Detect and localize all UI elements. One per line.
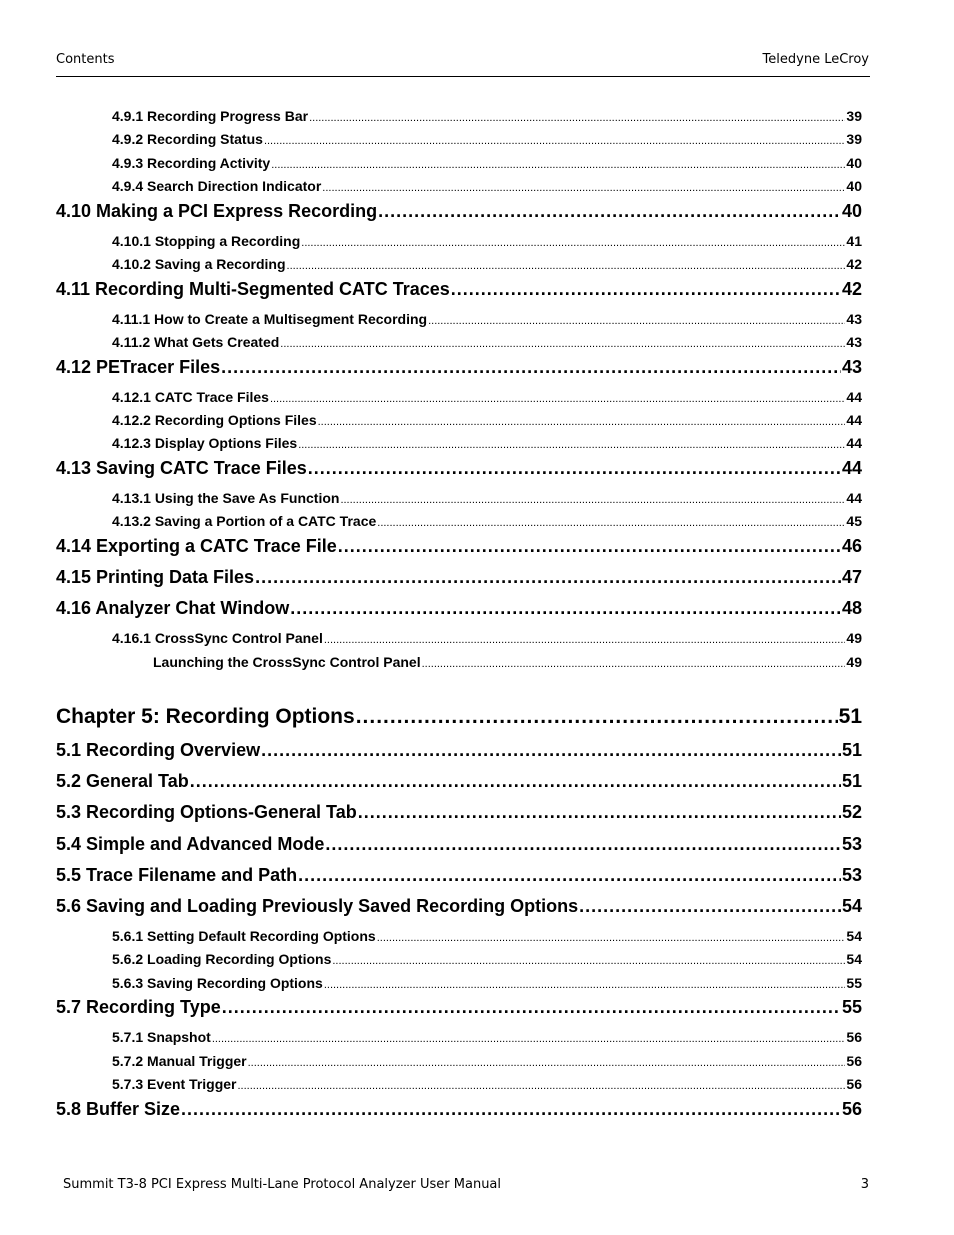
- toc-entry-page: 54: [846, 951, 862, 967]
- toc-entry-page: 56: [846, 1076, 862, 1092]
- toc-entry[interactable]: [153, 654, 862, 671]
- toc-leader: [280, 334, 845, 351]
- toc-entry-page: 55: [841, 997, 862, 1017]
- toc-leader: [322, 178, 845, 195]
- toc-entry[interactable]: [56, 458, 862, 479]
- toc-entry[interactable]: [56, 567, 862, 588]
- toc-entry[interactable]: [112, 435, 862, 452]
- toc-entry-title: 4.10 Making a PCI Express Recording: [56, 201, 378, 221]
- toc-leader: [255, 567, 841, 588]
- toc-entry-title: 4.13.2 Saving a Portion of a CATC Trace: [112, 513, 377, 529]
- toc-leader: [298, 435, 845, 452]
- toc-entry-page: 39: [846, 108, 862, 124]
- toc-entry-page: 43: [846, 334, 862, 350]
- toc-entry-title: 4.12 PETracer Files: [56, 357, 221, 377]
- running-header-company: Teledyne LeCroy: [762, 52, 869, 67]
- toc-leader: [212, 1029, 846, 1046]
- toc-leader: [301, 233, 845, 250]
- toc-leader: [271, 155, 845, 172]
- toc-entry[interactable]: [112, 975, 862, 992]
- toc-entry-title: 4.14 Exporting a CATC Trace File: [56, 536, 337, 556]
- toc-leader: [181, 1099, 841, 1120]
- toc-entry-page: 41: [846, 233, 862, 249]
- toc-leader: [422, 654, 846, 671]
- toc-leader: [377, 513, 845, 530]
- toc-leader: [324, 630, 846, 647]
- toc-entry-title: 4.16.1 CrossSync Control Panel: [112, 630, 323, 646]
- toc-entry[interactable]: [56, 865, 862, 886]
- toc-entry[interactable]: [56, 201, 862, 222]
- toc-entry[interactable]: [56, 896, 862, 917]
- toc-entry-title: Launching the CrossSync Control Panel: [153, 654, 421, 670]
- toc-leader: [324, 975, 846, 992]
- toc-entry-title: 5.4 Simple and Advanced Mode: [56, 834, 325, 854]
- toc-entry-page: 40: [846, 155, 862, 171]
- toc-entry-title: 4.9.3 Recording Activity: [112, 155, 271, 171]
- toc-entry-title: 4.12.2 Recording Options Files: [112, 412, 317, 428]
- toc-entry-page: 56: [846, 1029, 862, 1045]
- toc-leader: [325, 834, 841, 855]
- toc-entry-title: 5.6.2 Loading Recording Options: [112, 951, 332, 967]
- toc-leader: [238, 1076, 846, 1093]
- toc-entry-page: 53: [841, 865, 862, 885]
- toc-entry-page: 47: [841, 567, 862, 587]
- toc-entry[interactable]: [112, 334, 862, 351]
- toc-entry-page: 49: [846, 630, 862, 646]
- toc-leader: [290, 598, 841, 619]
- toc-leader: [451, 279, 841, 300]
- toc-entry-page: 55: [846, 975, 862, 991]
- toc-entry-title: 5.6.3 Saving Recording Options: [112, 975, 323, 991]
- toc-entry-title: 4.11.2 What Gets Created: [112, 334, 280, 350]
- toc-entry[interactable]: [56, 740, 862, 761]
- toc-entry-page: 56: [846, 1053, 862, 1069]
- toc-entry-title: 4.9.1 Recording Progress Bar: [112, 108, 309, 124]
- header-rule: [56, 76, 870, 77]
- toc-leader: [378, 201, 841, 222]
- toc-entry-page: 52: [841, 802, 862, 822]
- toc-entry-title: 5.5 Trace Filename and Path: [56, 865, 298, 885]
- toc-entry[interactable]: [56, 1099, 862, 1120]
- toc-leader: [309, 108, 845, 125]
- toc-entry-page: 44: [841, 458, 862, 478]
- toc-entry-title: 5.7.3 Event Trigger: [112, 1076, 237, 1092]
- toc-entry[interactable]: [56, 834, 862, 855]
- toc-entry-page: 42: [846, 256, 862, 272]
- toc-entry-page: 54: [846, 928, 862, 944]
- toc-entry[interactable]: [112, 131, 862, 148]
- toc-entry-title: 4.12.1 CATC Trace Files: [112, 389, 269, 405]
- toc-entry[interactable]: [56, 997, 862, 1018]
- toc-chapter-entry[interactable]: [56, 705, 862, 729]
- toc-entry[interactable]: [112, 1076, 862, 1093]
- toc-entry-title: 4.13.1 Using the Save As Function: [112, 490, 340, 506]
- toc-entry-page: 43: [846, 311, 862, 327]
- toc-entry-title: 5.7 Recording Type: [56, 997, 221, 1017]
- toc-entry-page: 51: [838, 705, 862, 728]
- toc-leader: [579, 896, 841, 917]
- toc-entry-title: 4.13 Saving CATC Trace Files: [56, 458, 307, 478]
- toc-entry-title: Chapter 5: Recording Options: [56, 705, 355, 728]
- toc-entry[interactable]: [112, 233, 862, 250]
- toc-leader: [261, 740, 841, 761]
- toc-leader: [270, 389, 845, 406]
- toc-leader: [338, 536, 841, 557]
- toc-entry[interactable]: [112, 951, 862, 968]
- toc-entry-page: 45: [846, 513, 862, 529]
- toc-entry[interactable]: [112, 412, 862, 429]
- toc-entry[interactable]: [56, 771, 862, 792]
- toc-entry-title: 5.2 General Tab: [56, 771, 189, 791]
- toc-entry[interactable]: [56, 802, 862, 823]
- toc-entry-page: 54: [841, 896, 862, 916]
- toc-entry-title: 5.1 Recording Overview: [56, 740, 261, 760]
- toc-entry-title: 5.8 Buffer Size: [56, 1099, 181, 1119]
- toc-entry-page: 56: [841, 1099, 862, 1119]
- toc-leader: [264, 131, 845, 148]
- toc-entry-page: 46: [841, 536, 862, 556]
- toc-leader: [428, 311, 845, 328]
- toc-entry-page: 53: [841, 834, 862, 854]
- toc-entry-page: 48: [841, 598, 862, 618]
- toc-entry[interactable]: [112, 178, 862, 195]
- running-header-section: Contents: [56, 52, 115, 67]
- toc-entry-title: 5.6 Saving and Loading Previously Saved Recording Options: [56, 896, 579, 916]
- toc-leader: [221, 357, 841, 378]
- toc-leader: [377, 928, 846, 945]
- toc-entry-title: 4.11 Recording Multi-Segmented CATC Traces: [56, 279, 450, 299]
- toc-leader: [308, 458, 841, 479]
- toc-entry[interactable]: [56, 598, 862, 619]
- toc-entry-title: 4.9.4 Search Direction Indicator: [112, 178, 322, 194]
- toc-entry-title: 5.3 Recording Options-General Tab: [56, 802, 357, 822]
- toc-leader: [332, 951, 845, 968]
- toc-entry-page: 43: [841, 357, 862, 377]
- toc-entry[interactable]: [112, 311, 862, 328]
- toc-entry-page: 44: [846, 435, 862, 451]
- toc-leader: [222, 997, 841, 1018]
- toc-entry[interactable]: [112, 1029, 862, 1046]
- toc-entry-title: 5.6.1 Setting Default Recording Options: [112, 928, 376, 944]
- toc-entry-page: 39: [846, 131, 862, 147]
- toc-entry-title: 5.7.2 Manual Trigger: [112, 1053, 247, 1069]
- toc-leader: [298, 865, 841, 886]
- toc-entry[interactable]: [56, 279, 862, 300]
- toc-entry-page: 49: [846, 654, 862, 670]
- toc-entry-page: 44: [846, 412, 862, 428]
- toc-leader: [318, 412, 846, 429]
- toc-entry[interactable]: [112, 630, 862, 647]
- toc-entry-title: 4.10.2 Saving a Recording: [112, 256, 286, 272]
- toc-entry-page: 40: [841, 201, 862, 221]
- toc-entry-page: 42: [841, 279, 862, 299]
- toc-leader: [287, 256, 846, 273]
- toc-leader: [340, 490, 845, 507]
- toc-entry[interactable]: [112, 1053, 862, 1070]
- toc-entry-title: 5.7.1 Snapshot: [112, 1029, 211, 1045]
- toc-entry-title: 4.12.3 Display Options Files: [112, 435, 298, 451]
- toc-entry[interactable]: [112, 108, 862, 125]
- toc-entry-page: 44: [846, 490, 862, 506]
- toc-entry-title: 4.9.2 Recording Status: [112, 131, 263, 147]
- toc-entry[interactable]: [112, 256, 862, 273]
- toc-entry-page: 44: [846, 389, 862, 405]
- toc-entry[interactable]: [112, 155, 862, 172]
- footer-page-number: 3: [860, 1177, 869, 1192]
- toc-entry-page: 51: [841, 740, 862, 760]
- toc-leader: [190, 771, 841, 792]
- toc-entry-title: 4.10.1 Stopping a Recording: [112, 233, 301, 249]
- toc-entry[interactable]: [56, 357, 862, 378]
- toc-leader: [358, 802, 841, 823]
- toc-entry-page: 51: [841, 771, 862, 791]
- toc-entry-title: 4.16 Analyzer Chat Window: [56, 598, 290, 618]
- toc-entry[interactable]: [112, 513, 862, 530]
- toc-entry[interactable]: [112, 928, 862, 945]
- toc-entry-title: 4.11.1 How to Create a Multisegment Recording: [112, 311, 428, 327]
- toc-leader: [356, 705, 838, 729]
- toc-leader: [248, 1053, 846, 1070]
- toc-entry-title: 4.15 Printing Data Files: [56, 567, 255, 587]
- footer-manual-title: Summit T3-8 PCI Express Multi-Lane Protocol Analyzer User Manual: [63, 1177, 502, 1192]
- toc-entry[interactable]: [112, 389, 862, 406]
- toc-entry[interactable]: [56, 536, 862, 557]
- toc-entry-page: 40: [846, 178, 862, 194]
- toc-entry[interactable]: [112, 490, 862, 507]
